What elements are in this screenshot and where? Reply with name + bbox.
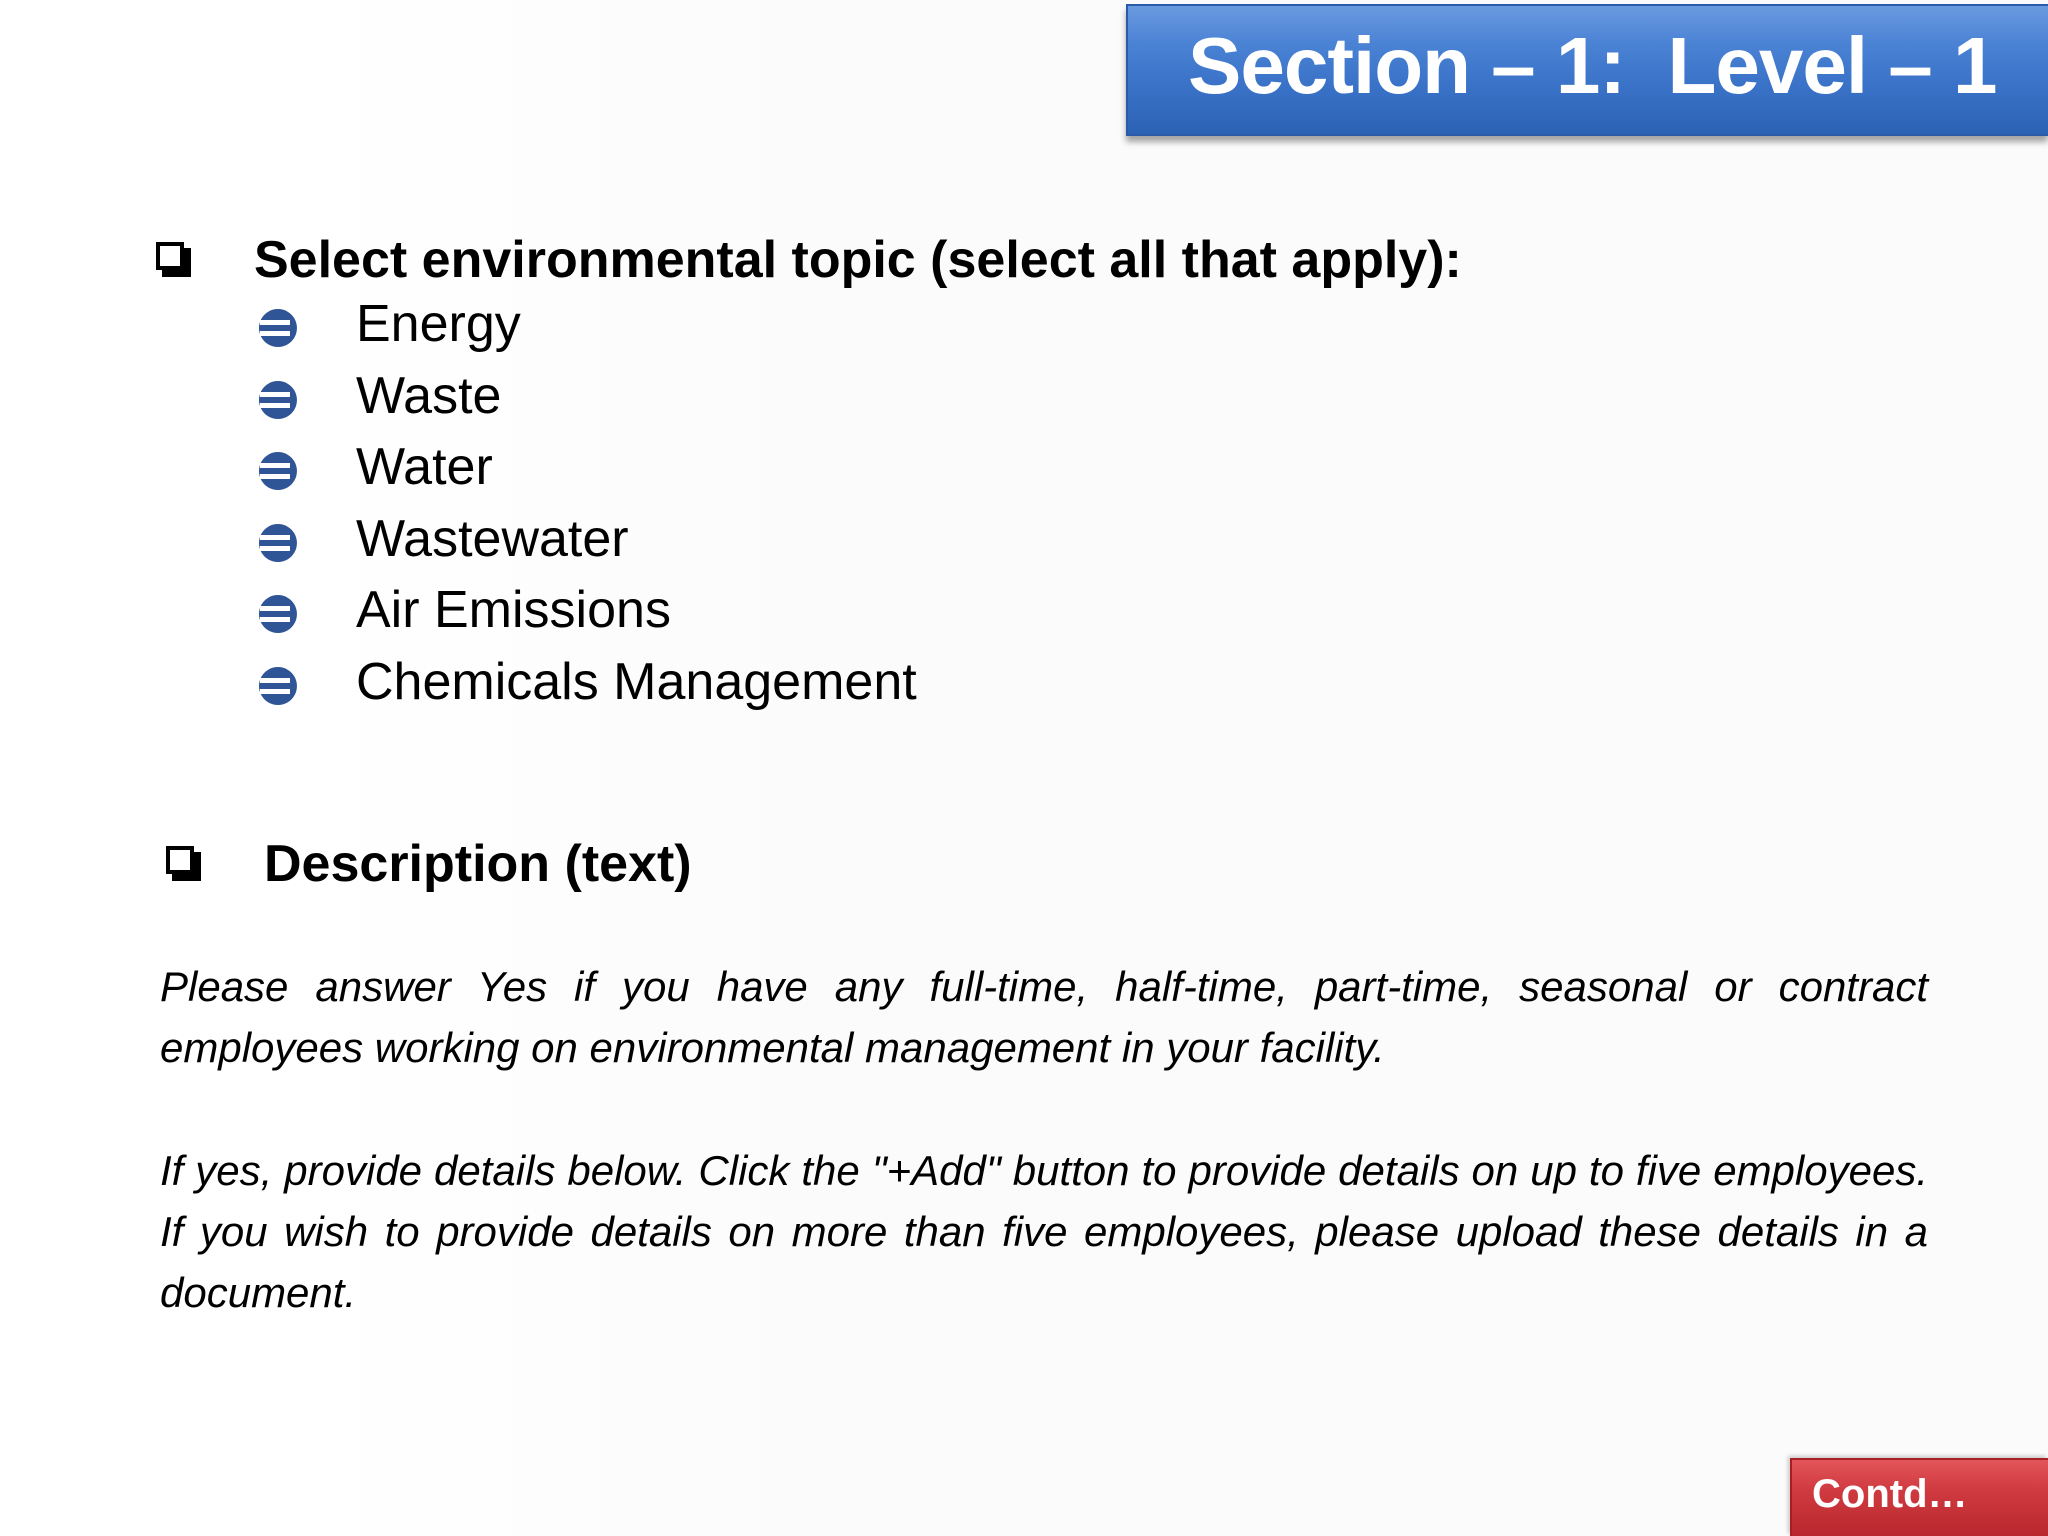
page-title: Section – 1: Level – 1	[1188, 21, 1997, 110]
topic-option-label: Chemicals Management	[356, 653, 917, 711]
checkbox-icon[interactable]	[166, 846, 202, 882]
description-paragraph: Please answer Yes if you have any full-time, half-time, part-time, seasonal or contract employees working on environmental management in your facility.	[160, 963, 1928, 1071]
topic-option-label: Wastewater	[356, 510, 629, 568]
topic-option-label: Water	[356, 438, 493, 496]
description-paragraph: If yes, provide details below. Click the "+Add" button to provide details on up to five employees. If you wish to provide details on more than five employees, please upload these details in a document.	[160, 1147, 1928, 1316]
topic-option-label: Waste	[356, 367, 502, 425]
topic-option-label: Air Emissions	[356, 581, 671, 639]
contd-button[interactable]	[1790, 1458, 2048, 1536]
circled-right-arrow-icon	[256, 449, 300, 493]
circled-right-arrow-icon	[256, 306, 300, 350]
circled-right-arrow-icon	[256, 521, 300, 565]
description-heading: Description (text)	[264, 835, 692, 893]
circled-right-arrow-icon	[256, 664, 300, 708]
topic-option-label: Energy	[356, 295, 521, 353]
circled-right-arrow-icon	[256, 592, 300, 636]
title-banner	[1126, 4, 2048, 136]
checkbox-icon[interactable]	[156, 242, 192, 278]
contd-button-label: Contd…	[1812, 1472, 1968, 1516]
topic-question-heading: Select environmental topic (select all that apply):	[254, 231, 1462, 289]
circled-right-arrow-icon	[256, 378, 300, 422]
